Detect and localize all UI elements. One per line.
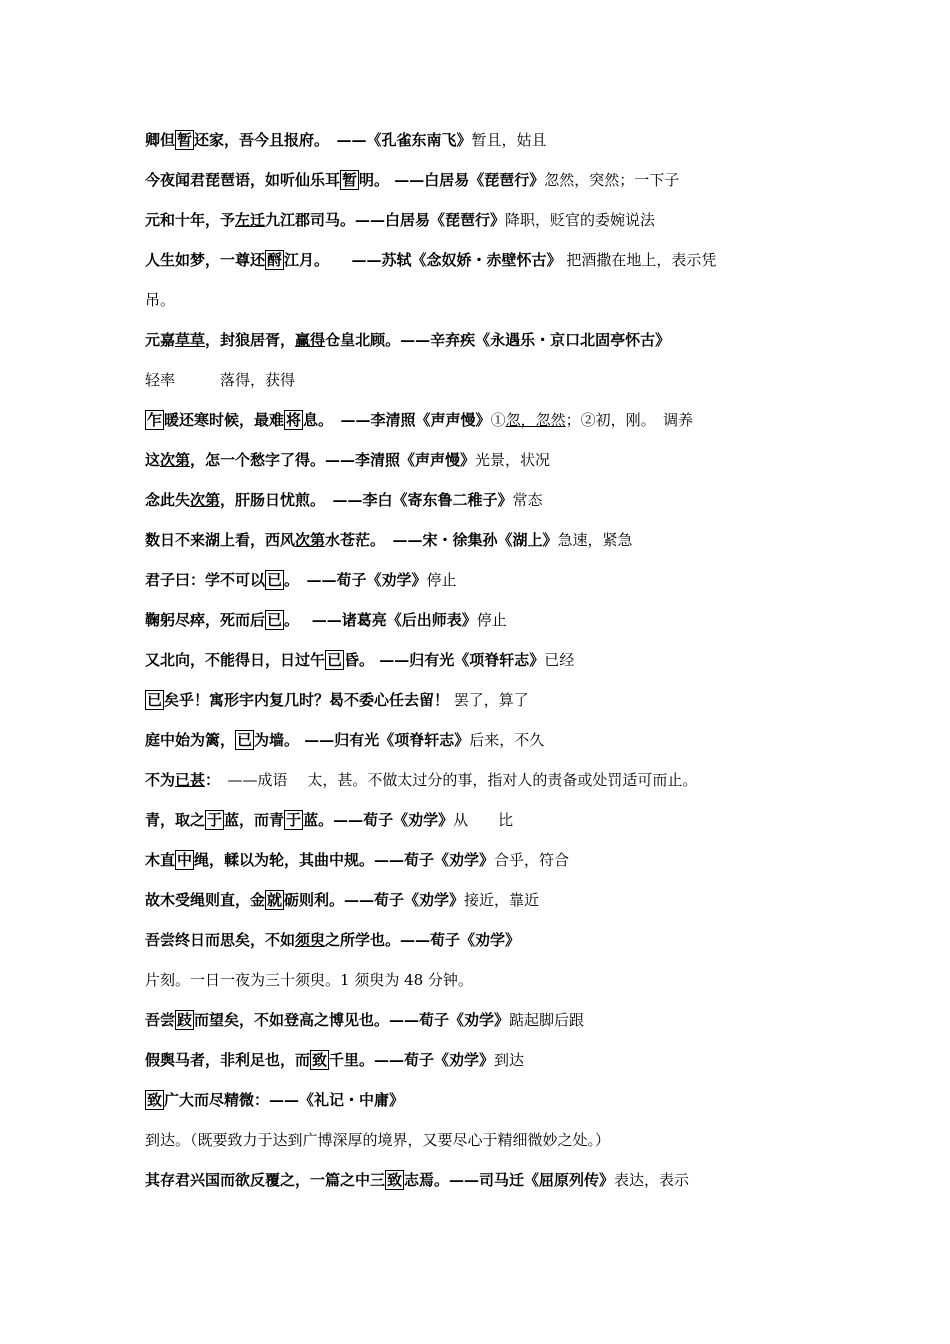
text-line [145, 290, 850, 310]
underlined-word: 次第 [295, 531, 326, 549]
boxed-character: 暂 [177, 131, 193, 149]
text-segment: 故木受绳则直，金 [145, 891, 266, 909]
text-line [145, 1010, 850, 1030]
text-segment: 还家，吾今且报府。 ——《孔雀东南飞》 [194, 131, 472, 149]
text-line [145, 490, 850, 510]
text-segment: 降职，贬官的委婉说法 [505, 211, 656, 229]
text-segment: 这 [145, 451, 161, 469]
boxed-character: 已 [267, 611, 283, 629]
text-segment: 又北向，不能得日，日过午 [145, 651, 326, 669]
text-segment: 庭中始为篱， [145, 731, 236, 749]
text-segment: ——成语 太，甚。不做太过分的事，指对人的责备或处罚适可而止。 [212, 771, 698, 789]
text-segment: 踮起脚后跟 [509, 1011, 585, 1029]
text-segment: 停止 [426, 571, 457, 589]
boxed-character: 中 [177, 851, 193, 869]
text-line [145, 1090, 850, 1110]
text-segment: 木直 [145, 851, 176, 869]
text-segment: 停止 [476, 611, 507, 629]
text-line [145, 730, 850, 750]
text-segment: 已经 [544, 651, 575, 669]
underlined-word: 须臾 [295, 931, 326, 949]
text-line [145, 330, 850, 350]
text-segment: 今夜闻君琵琶语，如听仙乐耳 [145, 171, 341, 189]
text-segment: 接近，靠近 [464, 891, 540, 909]
boxed-character: 暂 [342, 171, 358, 189]
text-segment: 把酒撒在地上，表示凭 [561, 251, 717, 269]
text-segment: 吊。 [145, 291, 176, 309]
boxed-character: 跂 [177, 1011, 193, 1029]
text-segment: 假舆马者，非利足也，而 [145, 1051, 311, 1069]
text-segment: 光景，状况 [475, 451, 551, 469]
text-segment: 之所学也。——荀子《劝学》 [325, 931, 521, 949]
text-segment: ，封狼居胥， [205, 331, 296, 349]
text-segment: ① [490, 411, 506, 429]
text-line [145, 970, 850, 990]
text-segment: 不为 [145, 771, 176, 789]
underlined-word: 次第 [160, 451, 191, 469]
text-segment: ；②初，刚。 调养 [565, 411, 694, 429]
text-segment: 吾尝终日而思矣，不如 [145, 931, 296, 949]
text-line [145, 370, 850, 390]
text-segment: 千里。——荀子《劝学》 [329, 1051, 495, 1069]
text-segment: 从 比 [453, 811, 514, 829]
text-segment: 君子曰：学不可以 [145, 571, 266, 589]
text-segment: 后来，不久 [469, 731, 545, 749]
text-segment: 吾尝 [145, 1011, 176, 1029]
text-line [145, 570, 850, 590]
text-segment: ，怎一个愁字了得。——李清照《声声慢》 [190, 451, 476, 469]
text-segment: 罢了，算了 [449, 691, 529, 709]
text-line [145, 130, 850, 150]
text-line [145, 530, 850, 550]
text-segment: 水苍茫。 ——宋・徐集孙《湖上》 [325, 531, 558, 549]
boxed-character: 致 [312, 1051, 328, 1069]
text-segment: 常态 [512, 491, 543, 509]
text-segment: 急速，紧急 [557, 531, 633, 549]
boxed-character: 已 [327, 651, 343, 669]
boxed-character: 将 [286, 411, 302, 429]
boxed-character: 已 [147, 691, 163, 709]
text-segment: 志焉。——司马迁《屈原列传》 [404, 1171, 615, 1189]
text-segment: 人生如梦，一尊还 [145, 251, 266, 269]
text-segment: 仓皇北顾。——辛弃疾《永遇乐・京口北固亭怀古》 [325, 331, 671, 349]
text-line [145, 410, 850, 430]
text-segment: 暂且，姑且 [471, 131, 547, 149]
text-segment: ： [205, 771, 213, 789]
text-segment: 卿但 [145, 131, 176, 149]
text-segment: 数日不来湖上看，西风 [145, 531, 296, 549]
text-line [145, 650, 850, 670]
text-line [145, 610, 850, 630]
boxed-character: 就 [267, 891, 283, 909]
underlined-word: 已甚 [175, 771, 206, 789]
boxed-character: 已 [267, 571, 283, 589]
text-segment: 其存君兴国而欲反覆之，一篇之中三 [145, 1171, 386, 1189]
underlined-word: 次第 [190, 491, 221, 509]
text-segment: 蓝，而青 [224, 811, 285, 829]
text-segment: 暖还寒时候，最难 [164, 411, 285, 429]
underlined-word: 赢得 [295, 331, 326, 349]
text-segment: 。 ——诸葛亮《后出师表》 [284, 611, 477, 629]
underlined-word: 左迁 [235, 211, 266, 229]
text-line [145, 930, 850, 950]
text-segment: 鞠躬尽瘁，死而后 [145, 611, 266, 629]
text-segment: 明。 ——白居易《琵琶行》 [359, 171, 545, 189]
text-segment: 而望矣，不如登高之博见也。——荀子《劝学》 [194, 1011, 510, 1029]
text-segment: 江月。 ——苏轼《念奴娇・赤壁怀古》 [284, 251, 562, 269]
text-line [145, 690, 850, 710]
text-segment: 绳，輮以为轮，其曲中规。——荀子《劝学》 [194, 851, 495, 869]
text-segment: 为墙。 ——归有光《项脊轩志》 [254, 731, 470, 749]
text-segment: 九江郡司马。——白居易《琵琶行》 [265, 211, 506, 229]
text-line [145, 1170, 850, 1190]
underlined-word: 草草 [175, 331, 206, 349]
text-segment: 广大而尽精微：——《礼记・中庸》 [164, 1091, 405, 1109]
text-segment: 矣乎！寓形宇内复几时？曷不委心任去留！ [164, 691, 450, 709]
boxed-character: 于 [286, 811, 302, 829]
text-segment: 到达 [494, 1051, 525, 1069]
text-segment: 元嘉 [145, 331, 176, 349]
underlined-word: 忽，忽然 [505, 411, 566, 429]
text-segment: 合乎，符合 [494, 851, 570, 869]
text-segment: 片刻。一日一夜为三十须臾。1 须臾为 48 分钟。 [145, 971, 473, 989]
text-segment: 息。 ——李清照《声声慢》 [303, 411, 491, 429]
text-segment: 轻率 落得，获得 [145, 371, 296, 389]
text-line [145, 450, 850, 470]
text-segment: ，肝肠日忧煎。 ——李白《寄东鲁二稚子》 [220, 491, 513, 509]
text-line [145, 250, 850, 270]
text-segment: 念此失 [145, 491, 191, 509]
boxed-character: 酹 [267, 251, 283, 269]
text-line [145, 1130, 850, 1150]
text-segment: 忽然，突然；一下子 [544, 171, 680, 189]
boxed-character: 于 [207, 811, 223, 829]
text-line [145, 170, 850, 190]
text-segment: 。 ——荀子《劝学》 [284, 571, 427, 589]
text-line [145, 1050, 850, 1070]
text-line [145, 850, 850, 870]
text-segment: 昏。 ——归有光《项脊轩志》 [344, 651, 545, 669]
text-line [145, 810, 850, 830]
text-segment: 砺则利。——荀子《劝学》 [284, 891, 465, 909]
text-segment: 表达，表示 [614, 1171, 690, 1189]
text-segment: 蓝。——荀子《劝学》 [303, 811, 454, 829]
text-segment: 青，取之 [145, 811, 206, 829]
boxed-character: 致 [387, 1171, 403, 1189]
text-line [145, 210, 850, 230]
boxed-character: 已 [237, 731, 253, 749]
text-line [145, 890, 850, 910]
text-line [145, 770, 850, 790]
text-segment: 到达。（既要致力于达到广博深厚的境界，又要尽心于精细微妙之处。） [145, 1131, 611, 1149]
boxed-character: 乍 [147, 411, 163, 429]
text-segment: 元和十年，予 [145, 211, 236, 229]
boxed-character: 致 [147, 1091, 163, 1109]
